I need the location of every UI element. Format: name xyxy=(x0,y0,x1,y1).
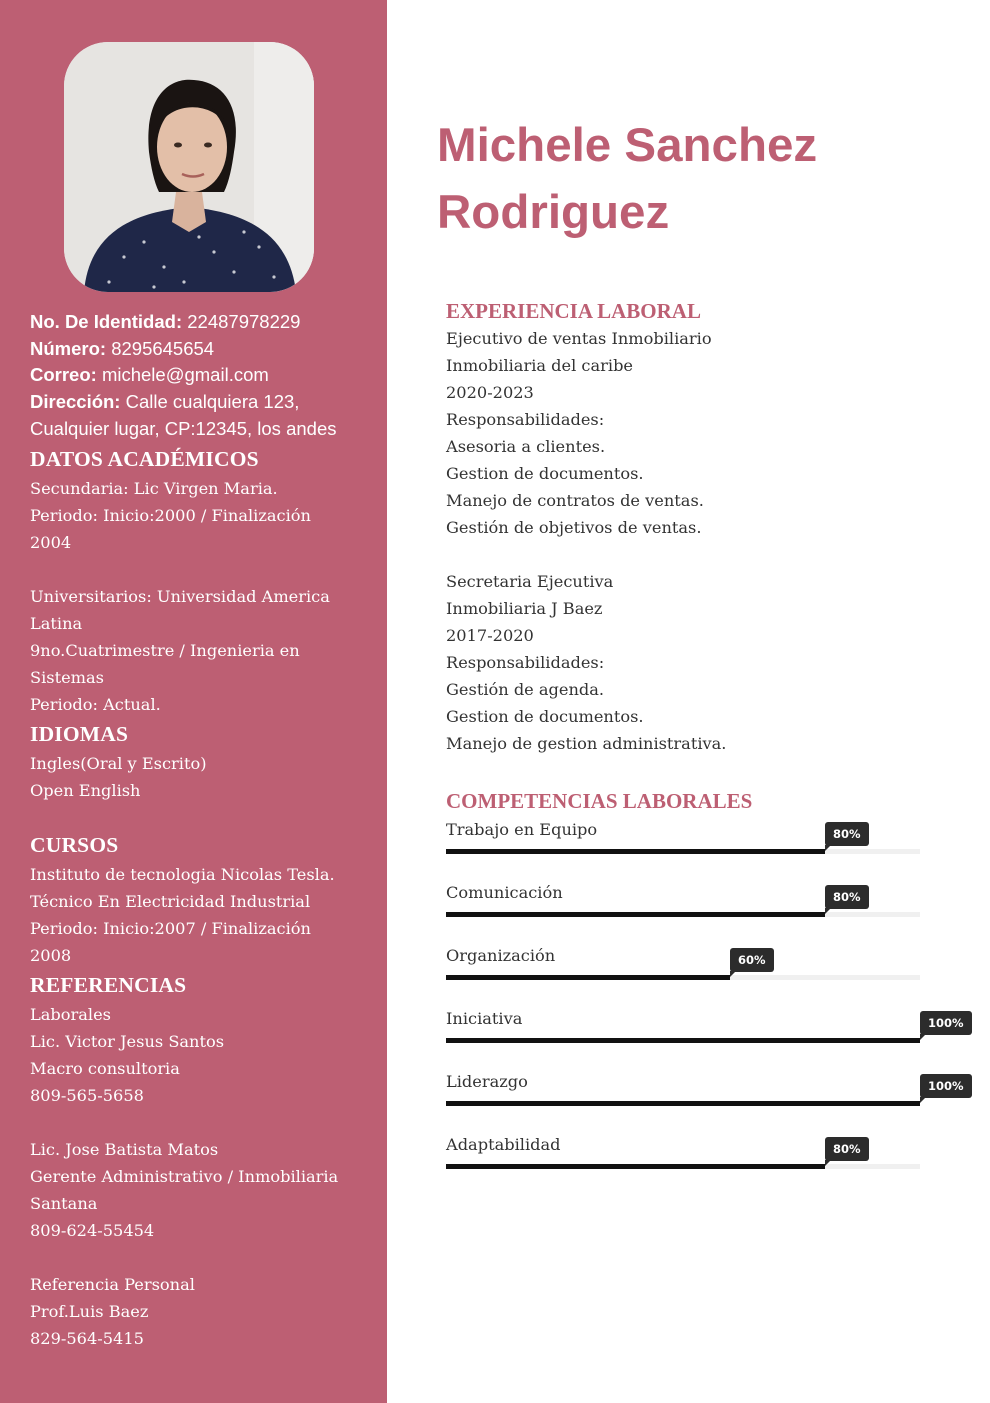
reference-line: Laborales xyxy=(30,1005,111,1024)
reference-line: Referencia Personal xyxy=(30,1275,195,1294)
courses-section xyxy=(30,832,375,969)
language-line: Ingles(Oral y Escrito) xyxy=(30,754,207,773)
experience-line: Manejo de contratos de ventas. xyxy=(446,491,704,510)
academics-line: Universitarios: Universidad America xyxy=(30,587,330,606)
academics-title: DATOS ACADÉMICOS xyxy=(30,447,259,471)
references-section xyxy=(30,972,375,1352)
course-line: Técnico En Electricidad Industrial xyxy=(30,892,311,911)
academics-line xyxy=(30,556,375,583)
name-line-2: Rodriguez xyxy=(437,186,670,239)
skill-label: Organización xyxy=(446,946,556,965)
skill-row xyxy=(446,1103,976,1166)
email-label: Correo: xyxy=(30,364,97,386)
skill-label: Comunicación xyxy=(446,883,563,902)
skill-label: Adaptabilidad xyxy=(446,1135,561,1154)
reference-line: Lic. Jose Batista Matos xyxy=(30,1140,219,1159)
academics-line: 9no.Cuatrimestre / Ingenieria en xyxy=(30,641,300,660)
person-portrait-icon xyxy=(64,42,314,292)
experience-line: 2020-2023 xyxy=(446,383,534,402)
reference-line xyxy=(30,1244,375,1271)
skill-percent-tag: 100% xyxy=(920,1074,972,1098)
identity-value: 22487978229 xyxy=(182,311,301,332)
experience-line: Gestión de objetivos de ventas. xyxy=(446,518,702,537)
skill-label: Liderazgo xyxy=(446,1072,528,1091)
skill-percent-tag: 80% xyxy=(825,822,869,846)
skills-section xyxy=(446,788,976,1193)
address-label: Dirección: xyxy=(30,391,121,413)
skill-row xyxy=(446,914,976,977)
skill-row xyxy=(446,851,976,914)
full-name xyxy=(437,112,957,246)
name-line-1: Michele Sanchez xyxy=(437,119,818,172)
email-value: michele@gmail.com xyxy=(96,364,269,386)
skill-percent-tag: 80% xyxy=(825,1137,869,1161)
skill-row xyxy=(446,788,976,851)
address-row-2: Cualquier lugar, CP:12345, los andes xyxy=(30,417,337,439)
skill-row xyxy=(446,1040,976,1103)
identity-row xyxy=(30,309,375,336)
reference-line: Lic. Victor Jesus Santos xyxy=(30,1032,225,1051)
identity-label: No. De Identidad: xyxy=(30,311,183,332)
experience-line: Secretaria Ejecutiva xyxy=(446,572,614,591)
experience-line: Inmobiliaria del caribe xyxy=(446,356,634,375)
experience-line: Ejecutivo de ventas Inmobiliario xyxy=(446,329,712,348)
phone-row xyxy=(30,336,375,363)
skills-title: COMPETENCIAS LABORALES xyxy=(446,789,753,813)
profile-photo xyxy=(64,42,314,292)
languages-title: IDIOMAS xyxy=(30,722,129,746)
skill-label: Trabajo en Equipo xyxy=(446,820,598,839)
reference-line: Gerente Administrativo / Inmobiliaria xyxy=(30,1167,339,1186)
experience-title: EXPERIENCIA LABORAL xyxy=(446,299,701,323)
address-row xyxy=(30,389,375,416)
course-line: 2008 xyxy=(30,946,72,965)
reference-line: 829-564-5415 xyxy=(30,1329,144,1348)
course-line: Periodo: Inicio:2007 / Finalización xyxy=(30,919,311,938)
reference-line: Prof.Luis Baez xyxy=(30,1302,149,1321)
skill-list xyxy=(446,788,976,1166)
reference-line: 809-565-5658 xyxy=(30,1086,144,1105)
experience-section xyxy=(446,298,946,757)
language-line: Open English xyxy=(30,781,141,800)
experience-line: Gestion de documentos. xyxy=(446,464,644,483)
reference-line xyxy=(30,1109,375,1136)
reference-line: Santana xyxy=(30,1194,98,1213)
academics-line: 2004 xyxy=(30,533,72,552)
experience-line: Asesoria a clientes. xyxy=(446,437,606,456)
academics-line: Latina xyxy=(30,614,83,633)
experience-line: Inmobiliaria J Baez xyxy=(446,599,603,618)
references-title: REFERENCIAS xyxy=(30,973,187,997)
sidebar xyxy=(0,0,387,1403)
phone-label: Número: xyxy=(30,337,107,359)
experience-line: Responsabilidades: xyxy=(446,410,605,429)
experience-line: Gestion de documentos. xyxy=(446,707,644,726)
skill-label: Iniciativa xyxy=(446,1009,523,1028)
skill-percent-tag: 80% xyxy=(825,885,869,909)
reference-line: Macro consultoria xyxy=(30,1059,180,1078)
academics-section xyxy=(30,446,375,718)
email-row xyxy=(30,362,375,389)
academics-line: Periodo: Inicio:2000 / Finalización xyxy=(30,506,311,525)
skill-row xyxy=(446,977,976,1040)
skill-fill xyxy=(446,1164,825,1169)
skill-percent-tag: 60% xyxy=(730,948,774,972)
address-value: Calle cualquiera 123, xyxy=(120,391,300,413)
experience-line: 2017-2020 xyxy=(446,626,534,645)
academics-line: Sistemas xyxy=(30,668,104,687)
academics-line: Secundaria: Lic Virgen Maria. xyxy=(30,479,278,498)
languages-section xyxy=(30,721,375,804)
contact-info xyxy=(30,309,375,443)
reference-line: 809-624-55454 xyxy=(30,1221,155,1240)
academics-line: Periodo: Actual. xyxy=(30,695,161,714)
phone-value: 8295645654 xyxy=(106,337,215,359)
experience-line: Gestión de agenda. xyxy=(446,680,605,699)
experience-line: Manejo de gestion administrativa. xyxy=(446,734,727,753)
experience-line: Responsabilidades: xyxy=(446,653,605,672)
course-line: Instituto de tecnologia Nicolas Tesla. xyxy=(30,865,335,884)
skill-percent-tag: 100% xyxy=(920,1011,972,1035)
skill-track xyxy=(446,1164,920,1169)
experience-line xyxy=(446,541,946,568)
courses-title: CURSOS xyxy=(30,833,119,857)
